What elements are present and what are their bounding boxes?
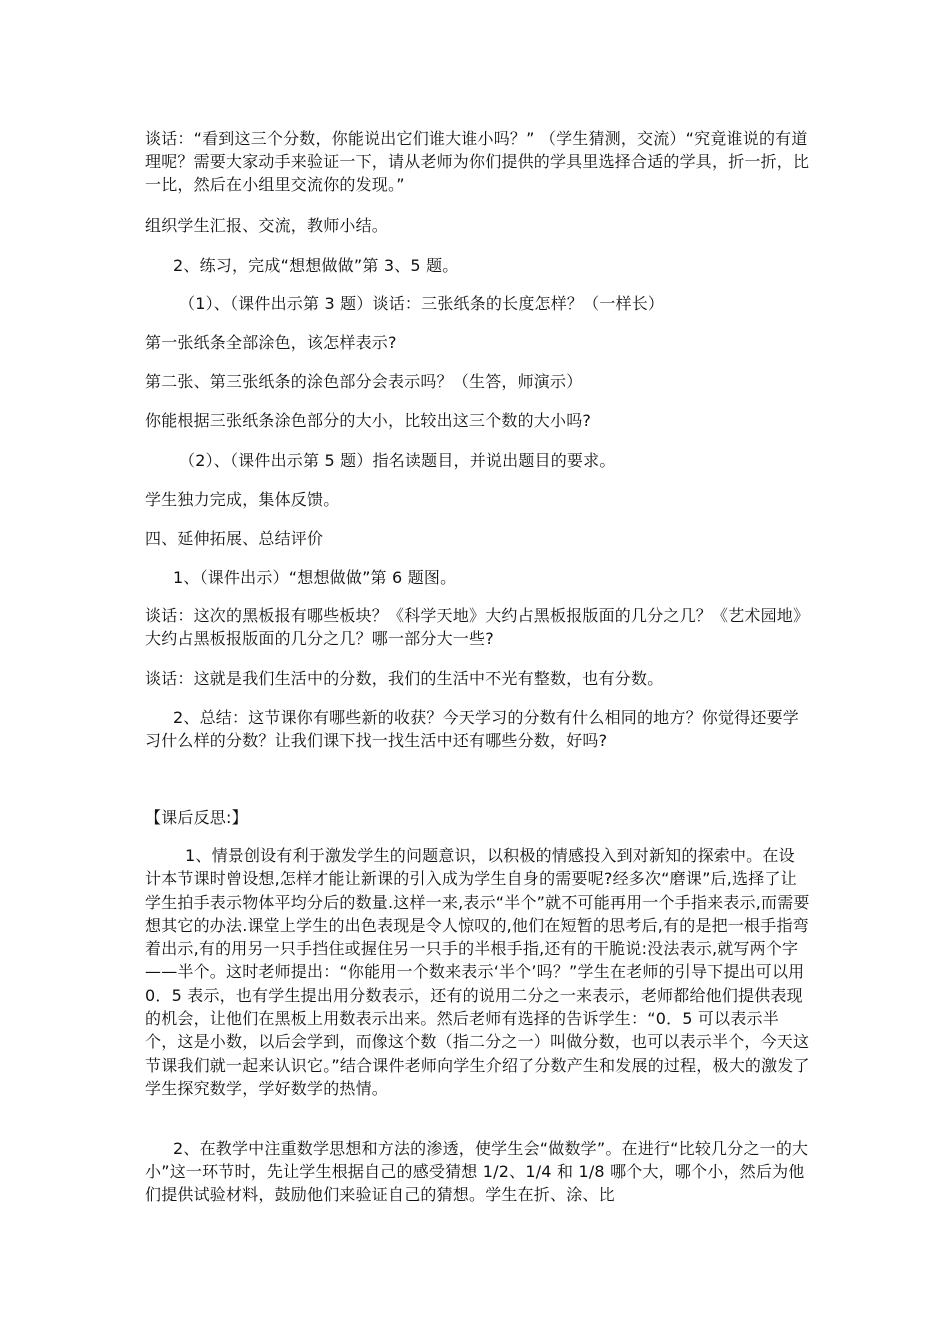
section-heading-extension: 四、延伸拓展、总结评价 — [145, 529, 324, 548]
paragraph-exercise-3: （1）、（课件出示第 3 题）谈话：三张纸条的长度怎样？（一样长） — [179, 294, 665, 313]
paragraph-compare-three: 你能根据三张纸条涂色部分的大小，比较出这三个数的大小吗? — [145, 411, 592, 430]
reflection-paragraph-2: 2、在教学中注重数学思想和方法的渗透，使学生会“做数学”。在进行“比较几分之一的大小”这一环节时，先让学生根据自己的感受猜想 1/2、1/4 和 1/8 哪个大，哪个小，然后为他们提供试验材料，鼓励他们来验证自己的猜想。学生在折、涂、比 — [145, 1139, 809, 1204]
paragraph-exercise-5: （2）、（课件出示第 5 题）指名读题目，并说出题目的要求。 — [179, 451, 616, 470]
paragraph-exercise-6: 1、（课件出示）“想想做做”第 6 题图。 — [173, 568, 457, 587]
dialog-paragraph-blackboard: 谈话：这次的黑板报有哪些板块？《科学天地》大约占黑板报版面的几分之几？《艺术园地》大约占黑板报版面的几分之几？哪一部分大一些? — [145, 606, 810, 648]
heading-reflection: 【课后反思:】 — [145, 808, 248, 827]
paragraph-second-third-strip: 第二张、第三张纸条的涂色部分会表示吗？（生答，师演示） — [145, 372, 583, 391]
paragraph-independent: 学生独力完成，集体反馈。 — [145, 490, 340, 509]
paragraph-first-strip: 第一张纸条全部涂色，该怎样表示? — [145, 333, 397, 352]
reflection-paragraph-1: 1、情景创设有利于激发学生的问题意识，以积极的情感投入到对新知的探索中。在设计本节课时曾设想,怎样才能让新课的引入成为学生自身的需要呢?经多次“磨课”后,选择了让学生拍手表示物体平均分后的数量.这样一来,表示“半个”就不可能再用一个手指来表示,而需要想其它的办法.课堂上学生的出色表现是令人惊叹的,他们在短暂的思考后,有的是把一根手指弯着出示,有的用另一只手挡住或握住另一只手的半根手指,还有的干脆说:没法表示,就写两个字——半个。这时老师提出：“你能用一个数来表示‘半个’吗？”学生在老师的引导下提出可以用 0．5 表示，也有学生提出用分数表示，还有的说用二分之一来表示，老师都给他们提供表现的机会，让他们在黑板上用数表示出来。然后老师有选择的告诉学生：“0．5 可以表示半个，这是小数，以后会学到，而像这个数（指二分之一）叫做分数，也可以表示半个，今天这节课我们就一起来认识它。”结合课件老师向学生介绍了分数产生和发展的过程，极大的激发了学生探究数学，学好数学的热情。 — [145, 846, 810, 1098]
dialog-paragraph-life-fractions: 谈话：这就是我们生活中的分数，我们的生活中不光有整数，也有分数。 — [145, 669, 664, 688]
dialog-paragraph-fraction-guess: 谈话：“看到这三个分数，你能说出它们谁大谁小吗？” （学生猜测，交流）“究竟谁说的有道理呢？需要大家动手来验证一下，请从老师为你们提供的学具里选择合适的学具，折一折，比一比，然后在小组里交流你的发现。” — [145, 129, 810, 194]
paragraph-summary: 2、总结：这节课你有哪些新的收获？今天学习的分数有什么相同的地方？你觉得还要学习什么样的分数？让我们课下找一找生活中还有哪些分数，好吗? — [145, 708, 799, 750]
paragraph-practice: 2、练习，完成“想想做做”第 3、5 题。 — [173, 256, 459, 275]
paragraph-report-summary: 组织学生汇报、交流，教师小结。 — [145, 216, 389, 235]
